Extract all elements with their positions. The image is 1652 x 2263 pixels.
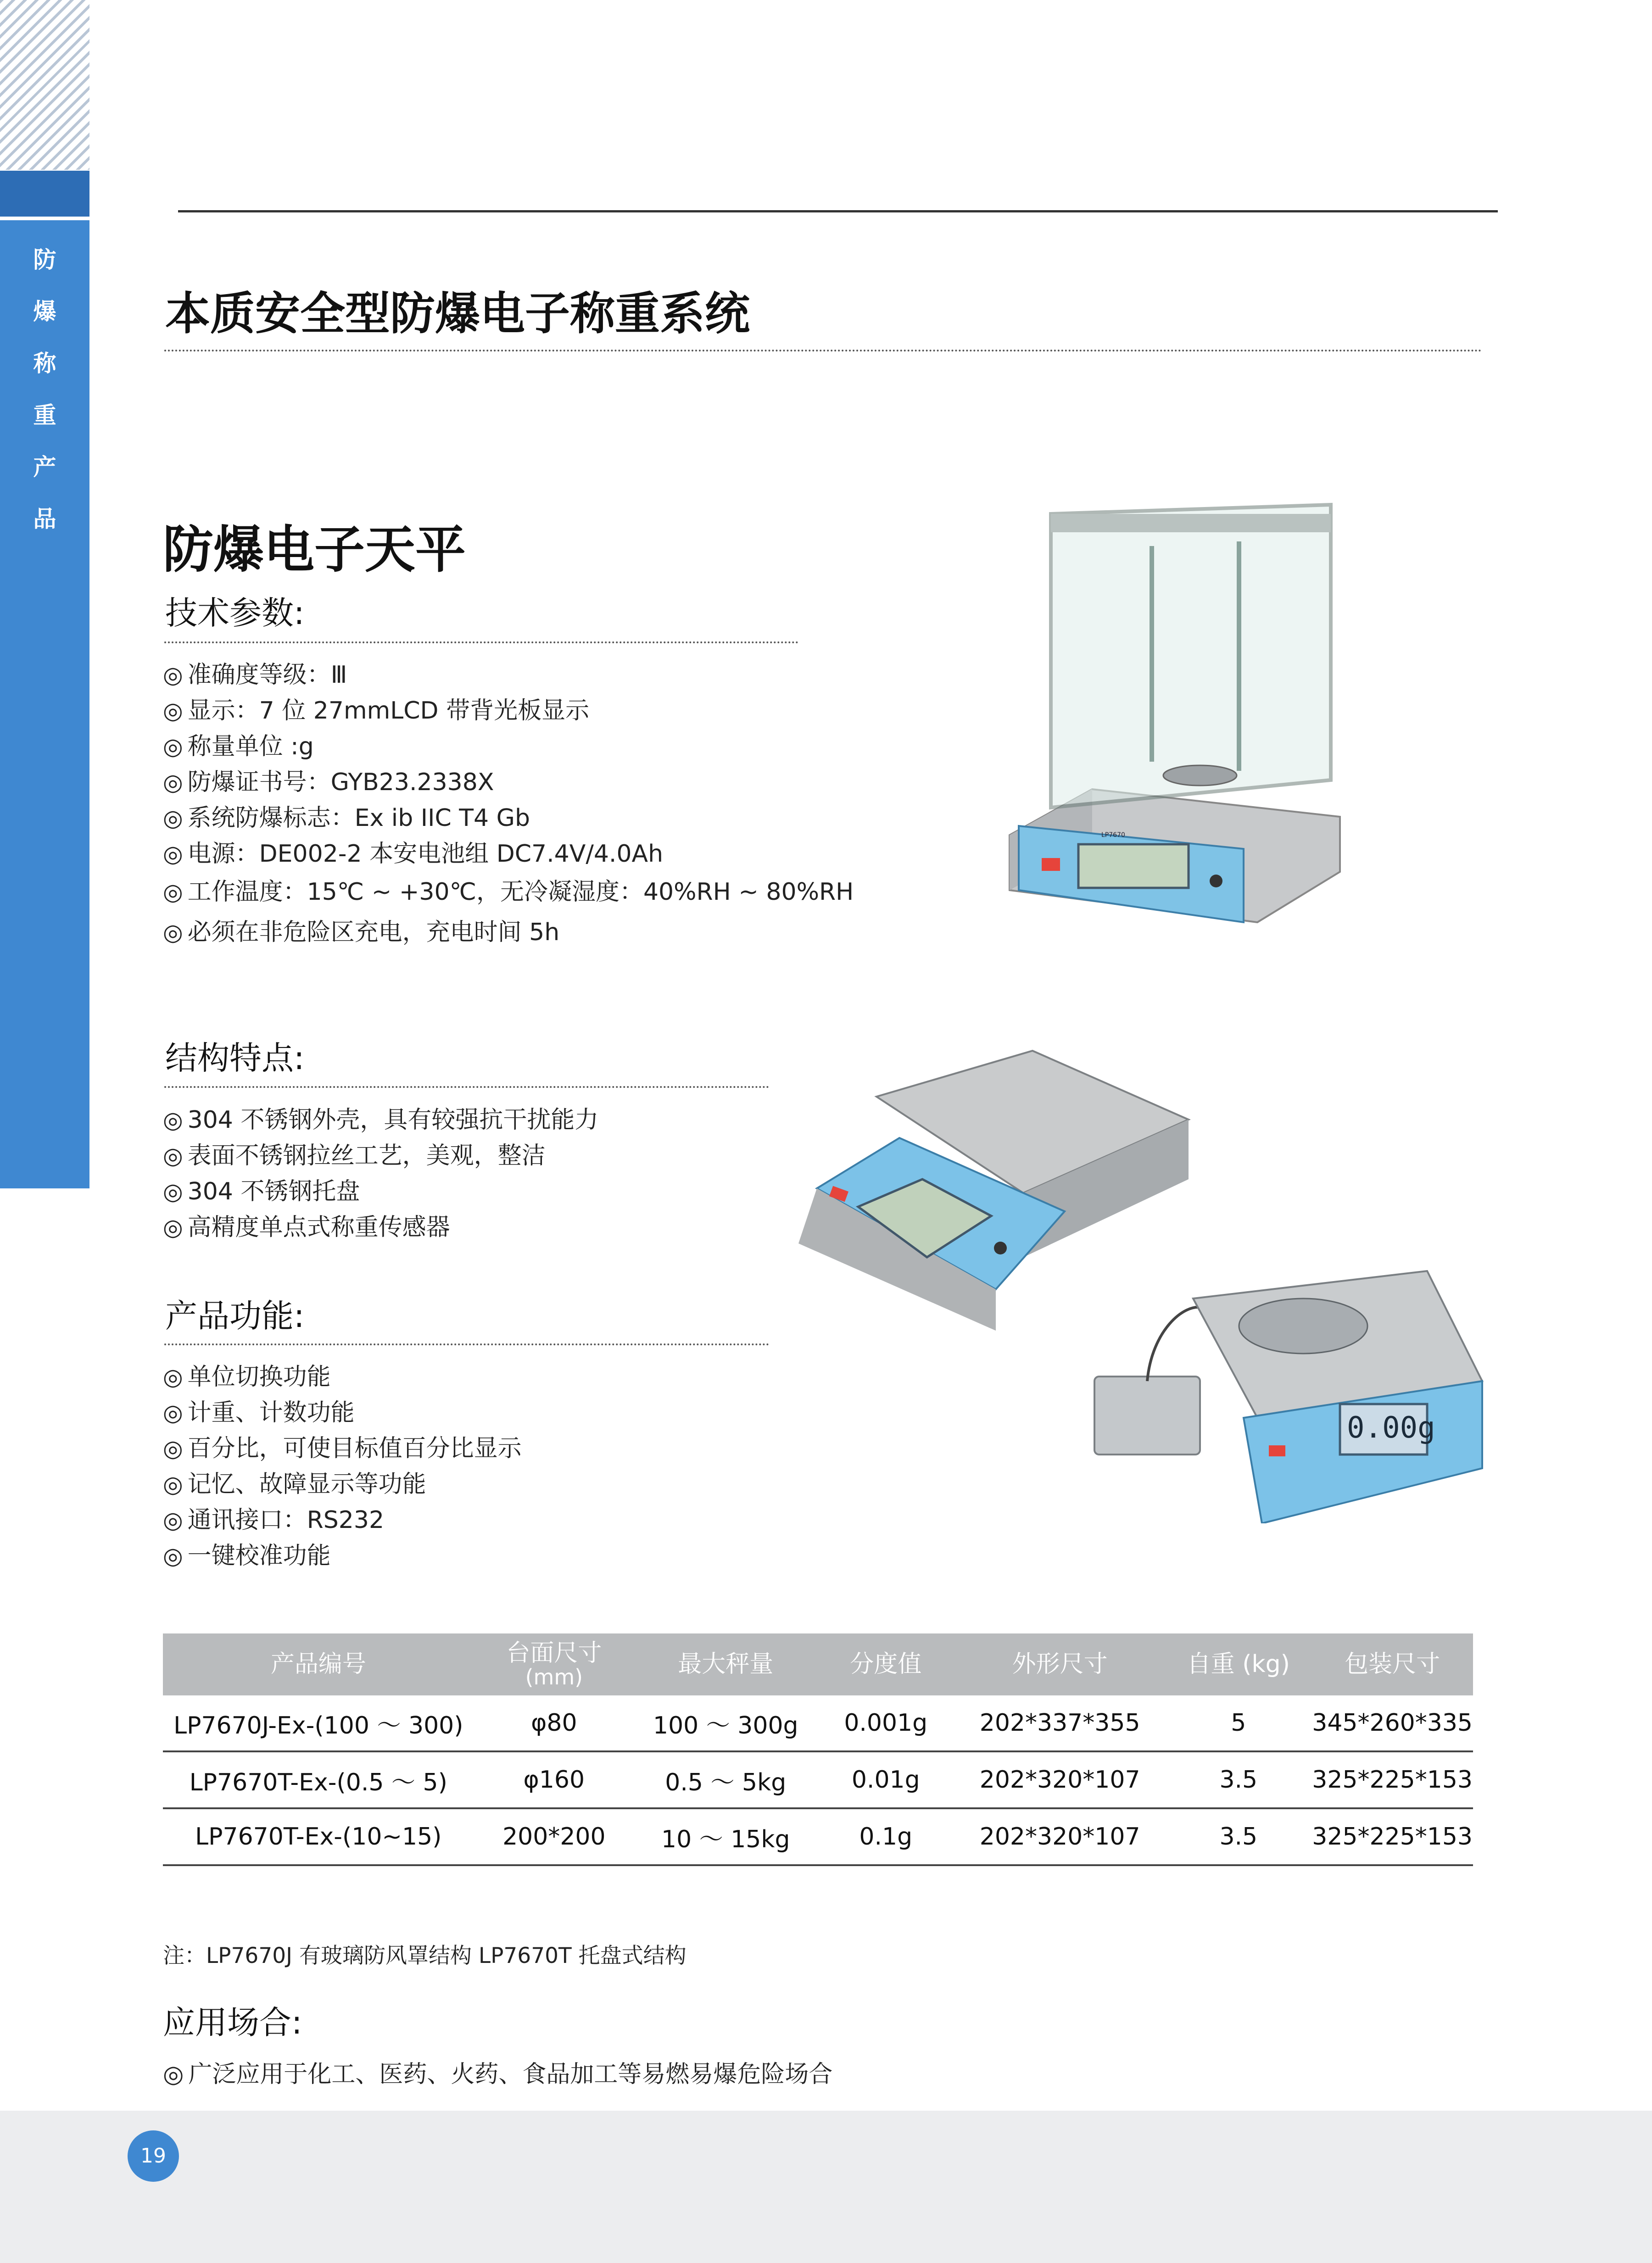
list-item: ◎ 系统防爆标志：Ex ib IIC T4 Gb — [163, 804, 530, 832]
footer-band — [0, 2111, 1652, 2263]
structure-list — [163, 1102, 598, 1245]
page-title: 本质安全型防爆电子称重系统 — [165, 288, 750, 340]
list-item: ◎ 304 不锈钢外壳，具有较强抗干扰能力 — [163, 1106, 599, 1134]
list-item: ◎ 称量单位 :g — [163, 733, 314, 760]
list-item: ◎ 防爆证书号：GYB23.2338X — [163, 769, 494, 796]
table-row: LP7670T-Ex-(0.5 ～ 5) φ160 0.5 ～ 5kg 0.01g 202*320*107 3.5 325*225*153 — [163, 1751, 1473, 1808]
side-band-arrow — [0, 1137, 89, 1183]
application-item: ◎ 广泛应用于化工、医药、火药、食品加工等易燃易爆危险场合 — [163, 2061, 833, 2088]
list-item: ◎ 表面不锈钢拉丝工艺，美观，整洁 — [163, 1142, 546, 1170]
scale-with-battery-image — [1088, 1266, 1487, 1523]
page-number: 19 — [128, 2130, 179, 2182]
col-header-division: 分度值 — [817, 1633, 954, 1695]
list-item: ◎ 准确度等级：Ⅲ — [163, 661, 347, 689]
list-item: ◎ 工作温度：15℃ ~ +30℃，无冷凝湿度：40%RH ~ 80%RH — [163, 878, 854, 906]
col-header-capacity: 最大秤量 — [634, 1633, 817, 1695]
balance-model-label: LP7670 — [1101, 831, 1125, 839]
list-item: ◎ 记忆、故障显示等功能 — [163, 1471, 426, 1498]
col-header-pan-size: 台面尺寸 (mm) — [474, 1633, 634, 1695]
analytical-balance-image — [1000, 496, 1354, 959]
col-header-package: 包装尺寸 — [1312, 1633, 1473, 1695]
list-item: ◎ 计重、计数功能 — [163, 1399, 355, 1427]
list-item: ◎ 高精度单点式称重传感器 — [163, 1214, 450, 1241]
functions-divider — [164, 1343, 769, 1345]
col-header-dimensions: 外形尺寸 — [954, 1633, 1165, 1695]
spec-table — [163, 1633, 1473, 1866]
product-title: 防爆电子天平 — [163, 520, 466, 579]
list-item: ◎ 必须在非危险区充电，充电时间 5h — [163, 919, 560, 946]
header-rule — [178, 210, 1498, 212]
functions-heading: 产品功能: — [165, 1297, 305, 1335]
application-heading: 应用场合: — [163, 2004, 302, 2041]
list-item: ◎ 显示：7 位 27mmLCD 带背光板显示 — [163, 697, 590, 725]
structure-heading: 结构特点: — [165, 1039, 305, 1077]
corner-hatch-decoration — [0, 0, 89, 170]
scale-display-readout: 0.00g — [1347, 1411, 1435, 1445]
side-category-label: 防 爆 称 重 产 品 — [33, 246, 56, 532]
table-row: LP7670J-Ex-(100 ～ 300) φ80 100 ～ 300g 0.001g 202*337*355 5 345*260*335 — [163, 1695, 1473, 1751]
col-header-weight: 自重 (kg) — [1165, 1633, 1312, 1695]
tech-params-divider — [164, 641, 798, 643]
title-divider — [164, 350, 1482, 351]
list-item: ◎ 一键校准功能 — [163, 1542, 331, 1570]
list-item: ◎ 304 不锈钢托盘 — [163, 1178, 360, 1205]
list-item: ◎ 通讯接口：RS232 — [163, 1506, 385, 1534]
tech-params-list — [163, 657, 854, 953]
structure-divider — [164, 1086, 769, 1088]
tech-params-heading: 技术参数: — [165, 594, 305, 632]
list-item: ◎ 单位切换功能 — [163, 1363, 331, 1391]
table-row: LP7670T-Ex-(10~15) 200*200 10 ～ 15kg 0.1g 202*320*107 3.5 325*225*153 — [163, 1808, 1473, 1865]
table-note: 注：LP7670J 有玻璃防风罩结构 LP7670T 托盘式结构 — [163, 1943, 686, 1968]
col-header-model: 产品编号 — [163, 1633, 474, 1695]
list-item: ◎ 电源：DE002-2 本安电池组 DC7.4V/4.0Ah — [163, 840, 664, 868]
table-header-row — [163, 1633, 1473, 1695]
list-item: ◎ 百分比，可使目标值百分比显示 — [163, 1435, 522, 1462]
functions-list — [163, 1359, 522, 1574]
